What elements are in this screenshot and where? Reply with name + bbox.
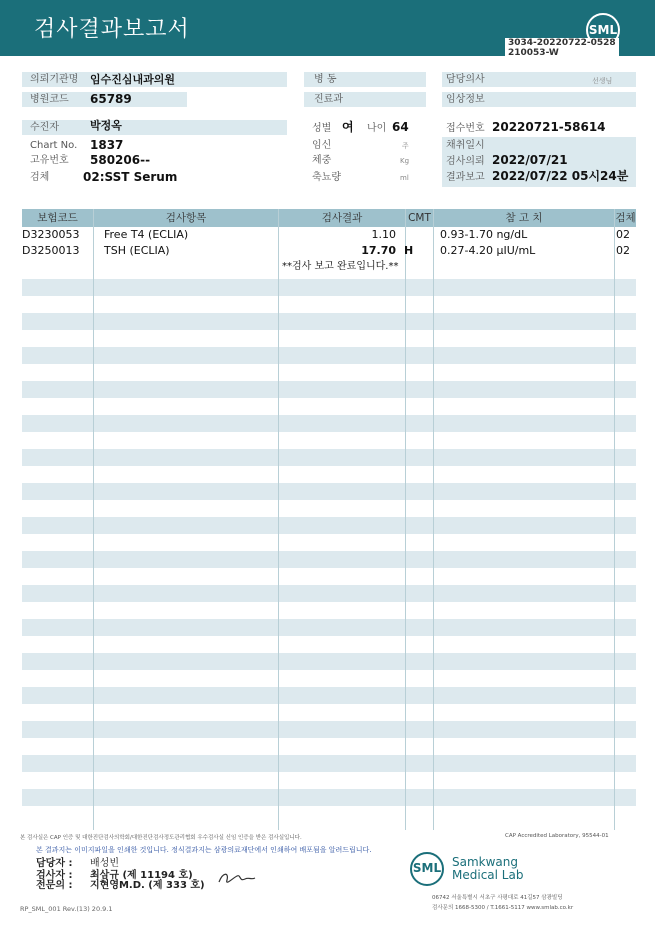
row-1-item: Free T4 (ECLIA) xyxy=(104,228,189,241)
document-id: 3034-20220722-0528 210053-W xyxy=(505,38,619,58)
row-2-item: TSH (ECLIA) xyxy=(104,244,170,257)
patient-value: 박정옥 xyxy=(90,119,122,132)
table-stripe-row xyxy=(22,619,636,636)
col-divider xyxy=(278,209,279,830)
weight-unit: Kg xyxy=(400,157,410,165)
hospital-value: 임수진심내과의원 xyxy=(90,73,176,86)
collect-label: 채취일시 xyxy=(446,140,485,151)
col-header-specimen: 검체 xyxy=(615,209,636,227)
sex-label: 성별 xyxy=(312,123,332,134)
report-end-note: **검사 보고 완료입니다.** xyxy=(282,261,399,272)
table-stripe-row xyxy=(22,687,636,704)
age-label: 나이 xyxy=(367,123,387,134)
table-stripe-row xyxy=(22,653,636,670)
print-notice: 본 결과지는 이미지파일을 인쇄한 것입니다. 정식결과지는 삼광의료재단에서 인쇄하여 배포됨을 알려드립니다. xyxy=(36,846,372,854)
request-label: 검사의뢰 xyxy=(446,156,485,167)
receipt-value: 20220721-58614 xyxy=(492,120,606,134)
table-stripe-row xyxy=(22,755,636,772)
row-1-specimen: 02 xyxy=(616,228,630,241)
form-code: RP_SML_001 Rev.(13) 20.9.1 xyxy=(20,905,113,913)
sml-brand-logo-icon: SML xyxy=(410,852,444,886)
id-label: 고유번호 xyxy=(30,155,69,166)
specimen-value: 02:SST Serum xyxy=(83,170,178,184)
col-divider xyxy=(614,209,615,830)
staff-name-3: 지현영M.D. (제 333 호) xyxy=(90,880,205,891)
request-value: 2022/07/21 xyxy=(492,153,568,167)
report-label: 결과보고 xyxy=(446,172,485,183)
ward-label: 병 동 xyxy=(314,74,337,85)
specimen-label: 검체 xyxy=(30,172,50,183)
hospital-label: 의뢰기관명 xyxy=(30,74,79,85)
weight-label: 체중 xyxy=(312,155,332,166)
table-stripe-row xyxy=(22,279,636,296)
table-stripe-row xyxy=(22,313,636,330)
row-1-ref: 0.93-1.70 ng/dL xyxy=(440,228,528,241)
hospital-code-label: 병원코드 xyxy=(30,94,69,105)
age-value: 64 xyxy=(392,120,409,134)
col-header-cmt: CMT xyxy=(406,209,433,227)
table-stripe-row xyxy=(22,551,636,568)
col-header-code: 보험코드 xyxy=(22,209,93,227)
col-divider xyxy=(433,209,434,830)
address: 06742 서울특별시 서초구 사평대로 41길57 삼광빌딩 xyxy=(432,895,563,901)
info-box-patient xyxy=(22,120,287,135)
hospital-code-value: 65789 xyxy=(90,92,132,106)
brand-name: Samkwang Medical Lab xyxy=(452,855,524,882)
table-stripe-row xyxy=(22,483,636,500)
staff-role-1: 담당자 : xyxy=(36,858,73,869)
col-header-result: 검사결과 xyxy=(279,209,405,227)
table-stripe-row xyxy=(22,721,636,738)
col-divider xyxy=(93,209,94,830)
row-2-ref: 0.27-4.20 µIU/mL xyxy=(440,244,536,257)
report-value: 2022/07/22 05시24분 xyxy=(492,169,629,183)
preg-unit: 주 xyxy=(402,142,409,150)
sml-logo-icon: SML xyxy=(586,13,620,47)
row-1-result: 1.10 xyxy=(371,228,396,241)
staff-name-2: 최삼규 (제 11194 호) xyxy=(90,870,193,881)
row-1-code: D3230053 xyxy=(22,228,80,241)
col-header-item: 검사항목 xyxy=(94,209,278,227)
doctor-unit: 선생님 xyxy=(592,77,613,85)
row-2-specimen: 02 xyxy=(616,244,630,257)
table-stripe-row xyxy=(22,449,636,466)
table-stripe-row xyxy=(22,517,636,534)
staff-role-3: 전문의 : xyxy=(36,880,73,891)
staff-role-2: 검사자 : xyxy=(36,870,73,881)
col-header-ref: 참 고 치 xyxy=(434,209,614,227)
chart-label: Chart No. xyxy=(30,140,78,151)
id-value: 580206-- xyxy=(90,153,151,167)
sex-value: 여 xyxy=(342,120,354,134)
preg-label: 임신 xyxy=(312,140,332,151)
doctor-label: 담당의사 xyxy=(446,74,485,85)
table-stripe-row xyxy=(22,347,636,364)
row-2-code: D3250013 xyxy=(22,244,80,257)
table-stripe-row xyxy=(22,415,636,432)
row-2-result: 17.70 xyxy=(361,244,396,257)
contact: 검사문의 1668-5300 / T.1661-5117 www.smlab.co.kr xyxy=(432,905,574,911)
dept-label: 진료과 xyxy=(314,94,343,105)
patient-label: 수진자 xyxy=(30,122,59,133)
clinical-label: 임상정보 xyxy=(446,94,485,105)
urine-label: 축뇨량 xyxy=(312,172,341,183)
table-stripe-row xyxy=(22,381,636,398)
chart-value: 1837 xyxy=(90,138,124,152)
report-title: 검사결과보고서 xyxy=(34,17,190,42)
cap-note: CAP Accredited Laboratory, 95544-01 xyxy=(505,833,609,839)
staff-name-1: 배성빈 xyxy=(90,858,119,869)
row-2-flag: H xyxy=(404,244,414,257)
col-divider xyxy=(405,209,406,830)
urine-unit: ml xyxy=(400,174,409,182)
table-stripe-row xyxy=(22,789,636,806)
cert-note: 본 검사실은 CAP 인증 및 대한진단검사의학회/대한진단검사정도관리협회 우수검사실 신임 인증을 받은 검사실입니다. xyxy=(20,835,302,841)
receipt-label: 접수번호 xyxy=(446,123,485,134)
table-stripe-row xyxy=(22,585,636,602)
signature-icon xyxy=(215,866,257,888)
